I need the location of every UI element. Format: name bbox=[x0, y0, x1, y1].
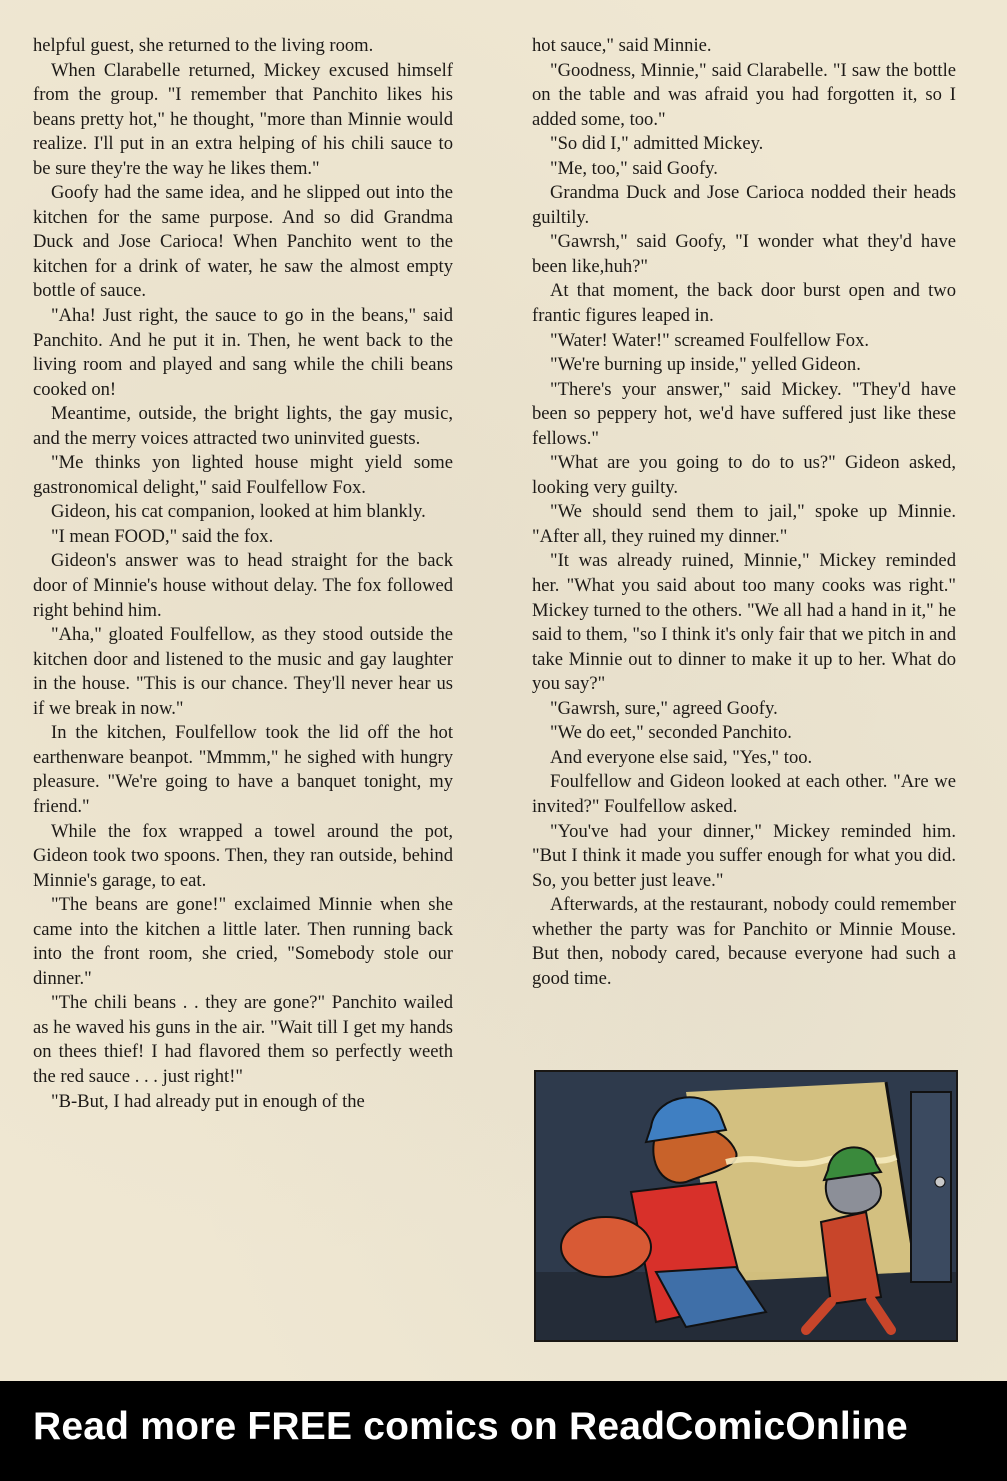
paragraph: When Clarabelle returned, Mickey excused himself from the group. "I remember that Panchito likes his beans pretty hot," he thought, "more than Minnie would realize. I'll put in an extra helping of his chili sauce to be sure they're the way he likes them." bbox=[33, 59, 453, 179]
paragraph: In the kitchen, Foulfellow took the lid off the hot earthenware beanpot. "Mmmm," he sighed with hungry pleasure. "We're going to have a banquet tonight, my friend." bbox=[33, 722, 453, 817]
paragraph: "We do eet," seconded Panchito. bbox=[550, 722, 792, 744]
paragraph: "The chili beans . . they are gone?" Panchito wailed as he waved his guns in the air. "Wait till I get my hands on thees thief! I had flavored them so perfectly weeth the red sauce . . . just right!" bbox=[33, 992, 453, 1087]
paragraph: And everyone else said, "Yes," too. bbox=[550, 746, 813, 768]
paragraph: "We should send them to jail," spoke up Minnie. "After all, they ruined my dinner." bbox=[532, 501, 956, 547]
beanpot bbox=[561, 1217, 651, 1277]
paragraph: "Gawrsh, sure," agreed Goofy. bbox=[550, 697, 778, 719]
paragraph: "Goodness, Minnie," said Clarabelle. "I saw the bottle on the table and was afraid you had forgotten it, so I added some, too." bbox=[532, 59, 956, 130]
paragraph: Meantime, outside, the bright lights, the gay music, and the merry voices attracted two uninvited guests. bbox=[33, 403, 453, 449]
paragraph: Afterwards, at the restaurant, nobody could remember whether the party was for Panchito or Minnie Mouse. But then, nobody cared, because everyone had such a good time. bbox=[532, 894, 956, 989]
paragraph: At that moment, the back door burst open and two frantic figures leaped in. bbox=[532, 280, 956, 327]
paragraph: "Water! Water!" screamed Foulfellow Fox. bbox=[550, 329, 870, 351]
paragraph: Grandma Duck and Jose Carioca nodded their heads guiltily. bbox=[532, 182, 956, 228]
paragraph: "Gawrsh," said Goofy, "I wonder what they'd have been like,huh?" bbox=[532, 231, 956, 277]
paragraph: "What are you going to do to us?" Gideon asked, looking very guilty. bbox=[532, 452, 956, 498]
promo-banner-text[interactable]: Read more FREE comics on ReadComicOnline bbox=[33, 1405, 908, 1448]
paragraph: Foulfellow and Gideon looked at each other. "Are we invited?" Foulfellow asked. bbox=[532, 771, 956, 817]
paragraph: helpful guest, she returned to the living room. bbox=[33, 35, 374, 56]
paragraph: Gideon, his cat companion, looked at him blankly. bbox=[51, 501, 426, 523]
paragraph: Gideon's answer was to head straight for the back door of Minnie's house without delay. The fox followed right behind him. bbox=[33, 550, 453, 621]
paragraph: While the fox wrapped a towel around the pot, Gideon took two spoons. Then, they ran outside, behind Minnie's garage, to eat. bbox=[33, 820, 453, 891]
paragraph: "So did I," admitted Mickey. bbox=[550, 133, 764, 155]
paragraph: "We're burning up inside," yelled Gideon. bbox=[550, 354, 861, 376]
story-column-left bbox=[33, 34, 453, 1114]
paragraph: "B-But, I had already put in enough of the bbox=[51, 1090, 365, 1112]
door-knob bbox=[935, 1177, 945, 1187]
paragraph: "It was already ruined, Minnie," Mickey reminded her. "What you said about too many cooks was right." Mickey turned to the others. "We all had a hand in it," he said to them, "so I think it's only fair that we pitch in and take Minnie out to dinner to make it up to her. What do you say?" bbox=[532, 550, 956, 695]
paragraph: "Me thinks yon lighted house might yield some gastronomical delight," said Foulfellow Fox. bbox=[33, 452, 453, 498]
paragraph: hot sauce," said Minnie. bbox=[532, 35, 712, 56]
paragraph: "The beans are gone!" exclaimed Minnie when she came into the kitchen a little later. Then running back into the front room, she cried, "Somebody stole our dinner." bbox=[33, 894, 453, 989]
paragraph: "There's your answer," said Mickey. "They'd have been so peppery hot, we'd have suffered just like these fellows." bbox=[532, 378, 956, 449]
paragraph: "Aha," gloated Foulfellow, as they stood outside the kitchen door and listened to the music and gay laughter in the house. "This is our chance. They'll never hear us if we break in now." bbox=[33, 624, 453, 719]
paragraph: "Me, too," said Goofy. bbox=[550, 157, 718, 179]
paragraph: "You've had your dinner," Mickey reminded him. "But I think it made you suffer enough for what you did. So, you better just leave." bbox=[532, 820, 956, 891]
open-door bbox=[911, 1092, 951, 1282]
story-column-right bbox=[532, 34, 956, 991]
fox-and-cat-illustration bbox=[536, 1072, 956, 1340]
illustration-panel bbox=[534, 1070, 958, 1342]
paragraph: Goofy had the same idea, and he slipped out into the kitchen for the same purpose. And so did Grandma Duck and Jose Carioca! When Panchito went to the kitchen for a drink of water, he saw the almost empty bottle of sauce. bbox=[33, 182, 453, 302]
promo-banner[interactable] bbox=[0, 1381, 1007, 1481]
paragraph: "I mean FOOD," said the fox. bbox=[51, 525, 274, 547]
paragraph: "Aha! Just right, the sauce to go in the beans," said Panchito. And he put it in. Then, he went back to the living room and played and sang while the chili beans cooked on! bbox=[33, 305, 453, 400]
